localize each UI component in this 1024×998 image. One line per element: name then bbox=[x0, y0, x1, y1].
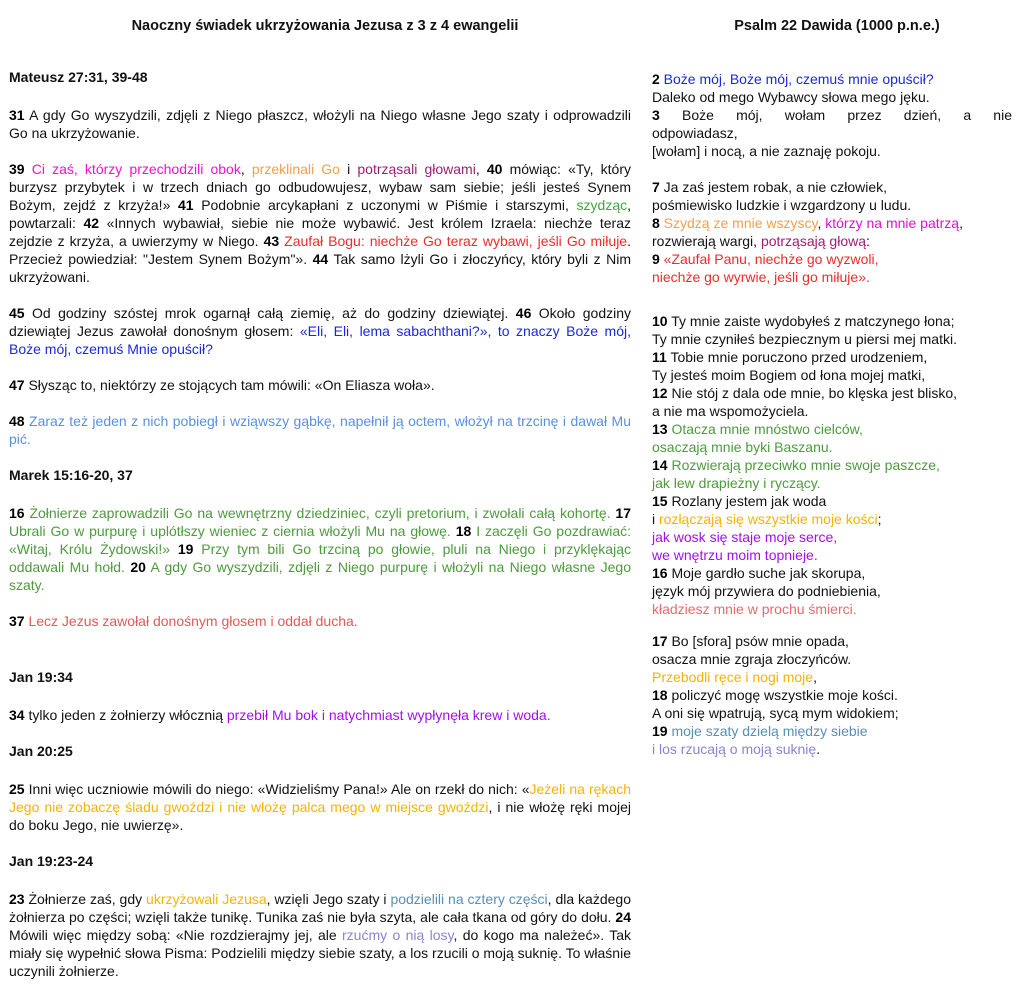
verse-number: 11 bbox=[652, 349, 667, 365]
verse-number: 24 bbox=[615, 909, 631, 925]
verse-text: Słysząc to, niektórzy ze stojących tam mówili: «On Eliasza woła». bbox=[24, 377, 435, 393]
verse-47-paragraph bbox=[9, 376, 631, 394]
highlight-struck-reed: Przy tym bili Go trzciną po głowie, pluli na Niego i przyklękając oddawali Mu hołd. bbox=[9, 541, 631, 575]
psalm-line: osaczają mnie byki Baszanu. bbox=[652, 439, 833, 455]
right-column-title: Psalm 22 Dawida (1000 p.n.e.) bbox=[734, 18, 940, 34]
verse-text: Moje gardło suche jak skorupa, bbox=[667, 565, 866, 581]
verse-number: 17 bbox=[615, 505, 631, 521]
verse-text: , powtarzali: bbox=[9, 197, 631, 231]
psalm-block-2-3 bbox=[652, 70, 1012, 160]
highlight-bulls: Otacza mnie mnóstwo cielców, bbox=[667, 421, 863, 437]
psalm-line: [wołam] i nocą, a nie zaznaję pokoju. bbox=[652, 143, 881, 159]
verse-number: 48 bbox=[9, 413, 25, 429]
psalm-line bbox=[652, 214, 1012, 232]
verse-text: , dla każdego żołnierza po części; wzięli także tunikę. Tunika zaś nie była szyta, ale cała tkana od góry do dołu. bbox=[9, 891, 631, 925]
psalm-line: osacza mnie zgraja złoczyńców. bbox=[652, 651, 852, 667]
verse-25-paragraph bbox=[9, 780, 631, 834]
verse-text: , bbox=[817, 215, 826, 231]
verse-text: . bbox=[816, 741, 821, 757]
highlight-purple: Ubrali Go w purpurę i uplótłszy wieniec z ciernia włożyli Mu na głowę. bbox=[9, 523, 456, 539]
verse-text: , bbox=[813, 669, 817, 685]
highlight-eli-eli: «Eli, Eli, lema sabachthani?», to znaczy Boże mój, Boże mój, czemuś Mnie opuścił? bbox=[9, 323, 631, 357]
verse-number: 44 bbox=[312, 251, 329, 267]
psalm-line bbox=[652, 232, 1012, 250]
highlight-hail-king: I zaczęli Go pozdrawiać: «Witaj, Królu Żydowski!» bbox=[9, 523, 631, 557]
verse-text: Bo [sfora] psów mnie opada, bbox=[667, 633, 849, 649]
highlight-mocking: szydząc bbox=[576, 197, 628, 213]
verse-number: 37 bbox=[9, 613, 25, 629]
psalm-line bbox=[652, 456, 1012, 474]
verse-text: policzyć mogę wszystkie moje kości. bbox=[667, 687, 898, 703]
verse-31-paragraph bbox=[9, 106, 631, 142]
verse-number: 18 bbox=[455, 523, 472, 539]
verse-number: 13 bbox=[652, 421, 668, 437]
highlight-trusted-lord: «Zaufał Panu, niechże go wyzwoli, bbox=[659, 251, 879, 267]
psalm-line bbox=[652, 686, 1012, 704]
highlight-shaking-heads: potrząsali głowami bbox=[357, 161, 476, 177]
verse-text: : bbox=[866, 233, 870, 249]
psalm-line bbox=[652, 384, 1012, 402]
highlight-forsaken: Boże mój, Boże mój, czemuś mnie opuścił? bbox=[659, 71, 934, 87]
verse-text: tylko jeden z żołnierzy włócznią bbox=[24, 707, 227, 723]
verse-text: Podobnie arcykapłani z uczonymi w Piśmie i starszymi, bbox=[193, 197, 577, 213]
verse-text: i bbox=[652, 511, 659, 527]
verse-number: 14 bbox=[652, 457, 668, 473]
psalm-line: jak wosk się staje moje serce, bbox=[652, 529, 838, 545]
verse-text: Ty mnie zaiste wydobyłeś z matczynego łona; bbox=[667, 313, 955, 329]
verse-number: 42 bbox=[83, 215, 100, 231]
highlight-look-at-me: którzy na mnie patrzą bbox=[825, 215, 960, 231]
verse-39-44-paragraph bbox=[9, 160, 631, 286]
verse-text: «Innych wybawiał, siebie nie może wybawić. Jest królem Izraela: niechże teraz zejdzie z krzyża, a uwierzymy w Niego. bbox=[9, 215, 631, 249]
highlight-soldiers: Żołnierze zaprowadzili Go na wewnętrzny dziedziniec, czyli pretorium, i zwołali całą kohortę. bbox=[24, 505, 616, 521]
verse-number: 20 bbox=[130, 559, 146, 575]
verse-text: rozwierają wargi, bbox=[652, 233, 761, 249]
verse-number: 8 bbox=[652, 215, 660, 231]
verse-number: 2 bbox=[652, 71, 660, 87]
psalm-line: odpowiadasz, bbox=[652, 125, 738, 141]
psalm-line bbox=[652, 106, 1012, 124]
verse-text: Nie stój z dala ode mnie, bo klęska jest blisko, bbox=[667, 385, 958, 401]
psalm-line bbox=[652, 632, 1012, 650]
psalm-block-17-19 bbox=[652, 632, 1012, 758]
psalm-line: Ty mnie czyniłeś bezpiecznym u piersi mej matki. bbox=[652, 331, 957, 347]
psalm-block-10-16 bbox=[652, 312, 1012, 618]
verse-text: A gdy Go wyszydzili, zdjęli z Niego płaszcz, włożyli na Niego własne Jego szaty i odprowadzili Go na ukrzyżowanie. bbox=[9, 107, 631, 141]
highlight-jaws: Rozwierają przeciwko mnie swoje paszcze, bbox=[667, 457, 940, 473]
highlight-bones-out-of-joint: rozłączają się wszystkie moje kości bbox=[659, 511, 878, 527]
psalm-line bbox=[652, 492, 1012, 510]
verse-number: 41 bbox=[177, 197, 194, 213]
verse-number: 16 bbox=[9, 505, 25, 521]
highlight-divide-garments: moje szaty dzielą między siebie bbox=[667, 723, 868, 739]
highlight-pierced-side: przebił Mu bok i natychmiast wypłynęła krew i woda. bbox=[226, 707, 551, 723]
highlight-blaspheming: przeklinali Go bbox=[251, 161, 340, 177]
highlight-cast-lots: rzućmy o nią losy bbox=[342, 927, 454, 943]
verse-text: Żołnierze zaś, gdy bbox=[24, 891, 147, 907]
psalm-line bbox=[652, 722, 1012, 740]
verse-text: Ja zaś jestem robak, a nie człowiek, bbox=[659, 179, 888, 195]
psalm-line: Ty jesteś moim Bogiem od łona mojej matki, bbox=[652, 367, 926, 383]
highlight-passers-by: Ci zaś, którzy przechodzili obok bbox=[24, 161, 241, 177]
verse-number: 31 bbox=[9, 107, 25, 123]
verse-number: 25 bbox=[9, 781, 25, 797]
verse-number: 45 bbox=[9, 305, 25, 321]
psalm-line bbox=[652, 178, 1012, 196]
psalm-line: we wnętrzu moim topnieje. bbox=[652, 547, 818, 563]
highlight-crucified-jesus: ukrzyżowali Jezusa bbox=[146, 891, 267, 907]
verse-number: 43 bbox=[263, 233, 280, 249]
verse-text: . Przecież powiedział: "Jestem Synem Bożym"». bbox=[9, 233, 631, 267]
verse-text: Tobie mnie poruczono przed urodzeniem, bbox=[666, 349, 928, 365]
highlight-trusted-god: Zaufał Bogu: niechże Go teraz wybawi, jeśli Go miłuje bbox=[279, 233, 628, 249]
verse-16-20-paragraph bbox=[9, 504, 631, 594]
highlight-own-clothes: A gdy Go wyszydzili, zdjęli z Niego purpurę i włożyli na Niego własne Jego szaty. bbox=[9, 559, 631, 593]
psalm-line: A oni się wpatrują, sycą mym widokiem; bbox=[652, 705, 899, 721]
verse-number: 7 bbox=[652, 179, 660, 195]
section-heading-marek: Marek 15:16-20, 37 bbox=[9, 467, 133, 483]
left-column-title: Naoczny świadek ukrzyżowania Jezusa z 3 z 4 ewangelii bbox=[131, 18, 519, 34]
verse-number: 19 bbox=[177, 541, 194, 557]
highlight-vinegar: Zaraz też jeden z nich pobiegł i wziąwszy gąbkę, napełnił ją octem, włożył na trzcinę i dawał Mu pić. bbox=[9, 413, 631, 447]
verse-text: , i nie włożę ręki mojej do boku Jego, nie uwierzę». bbox=[9, 799, 632, 833]
verse-text: mówiąc: «Ty, który burzysz przybytek i w trzech dniach go odbudowujesz, wybaw sam siebie; jeśli jesteś Synem Bożym, zejdź z krzyża!» bbox=[9, 161, 631, 213]
verse-number: 15 bbox=[652, 493, 668, 509]
psalm-line bbox=[652, 70, 1012, 88]
verse-number: 17 bbox=[652, 633, 668, 649]
verse-23-24-paragraph bbox=[9, 890, 631, 980]
psalm-line bbox=[652, 420, 1012, 438]
verse-text: , wzięli Jego szaty i bbox=[266, 891, 391, 907]
psalm-line bbox=[652, 740, 1012, 758]
verse-number: 3 bbox=[652, 107, 660, 123]
highlight-cast-lots-psalm: i los rzucają o moją suknię bbox=[652, 741, 817, 757]
verse-text: Inni więc uczniowie mówili do niego: «Widzieliśmy Pana!» Ale on rzekł do nich: « bbox=[24, 781, 530, 797]
section-heading-jan-19-23: Jan 19:23-24 bbox=[9, 853, 94, 869]
verse-text: , bbox=[240, 161, 252, 177]
psalm-line: Daleko od mego Wybawcy słowa mego jęku. bbox=[652, 89, 930, 105]
verse-number: 18 bbox=[652, 687, 668, 703]
verse-number: 12 bbox=[652, 385, 668, 401]
psalm-line bbox=[652, 564, 1012, 582]
highlight-shake-head: potrząsają głową bbox=[760, 233, 866, 249]
psalm-line: jak lew drapieżny i ryczący. bbox=[652, 475, 821, 491]
verse-text: Tak samo lżyli Go i złoczyńcy, który byli z Nim ukrzyżowani. bbox=[9, 251, 631, 285]
section-heading-jan-20-25: Jan 20:25 bbox=[9, 743, 73, 759]
verse-number: 9 bbox=[652, 251, 660, 267]
psalm-line: język mój przywiera do podniebienia, bbox=[652, 583, 881, 599]
verse-number: 34 bbox=[9, 707, 25, 723]
psalm-line bbox=[652, 348, 1012, 366]
verse-text: Rozlany jestem jak woda bbox=[667, 493, 827, 509]
section-heading-mateusz: Mateusz 27:31, 39-48 bbox=[9, 69, 148, 85]
verse-text: Około godziny dziewiątej Jezus zawołał donośnym głosem: bbox=[9, 305, 631, 339]
verse-number: 47 bbox=[9, 377, 25, 393]
highlight-nail-marks: Jeżeli na rękach Jego nie zobaczę śladu gwoździ i nie włożę palca mego w miejsce gwoździ bbox=[9, 781, 632, 815]
psalm-column bbox=[652, 64, 1012, 772]
verse-text: , do kogo ma należeć». Tak miały się wypełnić słowa Pisma: Podzielili między siebie szaty, a los rzucili o moją suknię. To właśnie uczynili żołnierze. bbox=[9, 927, 631, 979]
psalm-line: niechże go wyrwie, jeśli go miłuje». bbox=[652, 269, 870, 285]
verse-text: Boże mój, wołam przez dzień, a nie bbox=[659, 107, 1012, 123]
verse-text: , bbox=[959, 215, 963, 231]
gospel-column bbox=[9, 64, 631, 998]
psalm-line: a nie ma wspomożyciela. bbox=[652, 403, 809, 419]
highlight-pierced-hands: Przebodli ręce i nogi moje bbox=[652, 669, 814, 685]
verse-text: Od godziny szóstej mrok ogarnął całą ziemię, aż do godziny dziewiątej. bbox=[24, 305, 516, 321]
verse-number: 16 bbox=[652, 565, 668, 581]
section-heading-jan-19-34: Jan 19:34 bbox=[9, 669, 73, 685]
verse-48-paragraph bbox=[9, 412, 631, 448]
verse-number: 10 bbox=[652, 313, 668, 329]
psalm-line: kładziesz mnie w prochu śmierci. bbox=[652, 601, 857, 617]
verse-text: i bbox=[339, 161, 358, 177]
verse-number: 40 bbox=[486, 161, 503, 177]
verse-number: 46 bbox=[515, 305, 532, 321]
highlight-mock-me: Szydzą ze mnie wszyscy bbox=[659, 215, 818, 231]
highlight-four-parts: podzielili na cztery części bbox=[390, 891, 548, 907]
verse-37-paragraph bbox=[9, 612, 631, 630]
psalm-block-7-9 bbox=[652, 178, 1012, 286]
psalm-line bbox=[652, 250, 1012, 268]
psalm-line bbox=[652, 668, 1012, 686]
verse-number: 39 bbox=[9, 161, 25, 177]
verse-34-paragraph bbox=[9, 706, 631, 724]
psalm-line bbox=[652, 312, 1012, 330]
psalm-line: pośmiewisko ludzkie i wzgardzony u ludu. bbox=[652, 197, 912, 213]
verse-45-46-paragraph bbox=[9, 304, 631, 358]
verse-text: Mówili więc między sobą: «Nie rozdzierajmy jej, ale bbox=[9, 927, 343, 943]
psalm-line bbox=[652, 510, 1012, 528]
highlight-gave-up-spirit: Lecz Jezus zawołał donośnym głosem i oddał ducha. bbox=[24, 613, 358, 629]
verse-number: 23 bbox=[9, 891, 25, 907]
verse-text: ; bbox=[877, 511, 882, 527]
verse-number: 19 bbox=[652, 723, 668, 739]
verse-text: , bbox=[475, 161, 487, 177]
